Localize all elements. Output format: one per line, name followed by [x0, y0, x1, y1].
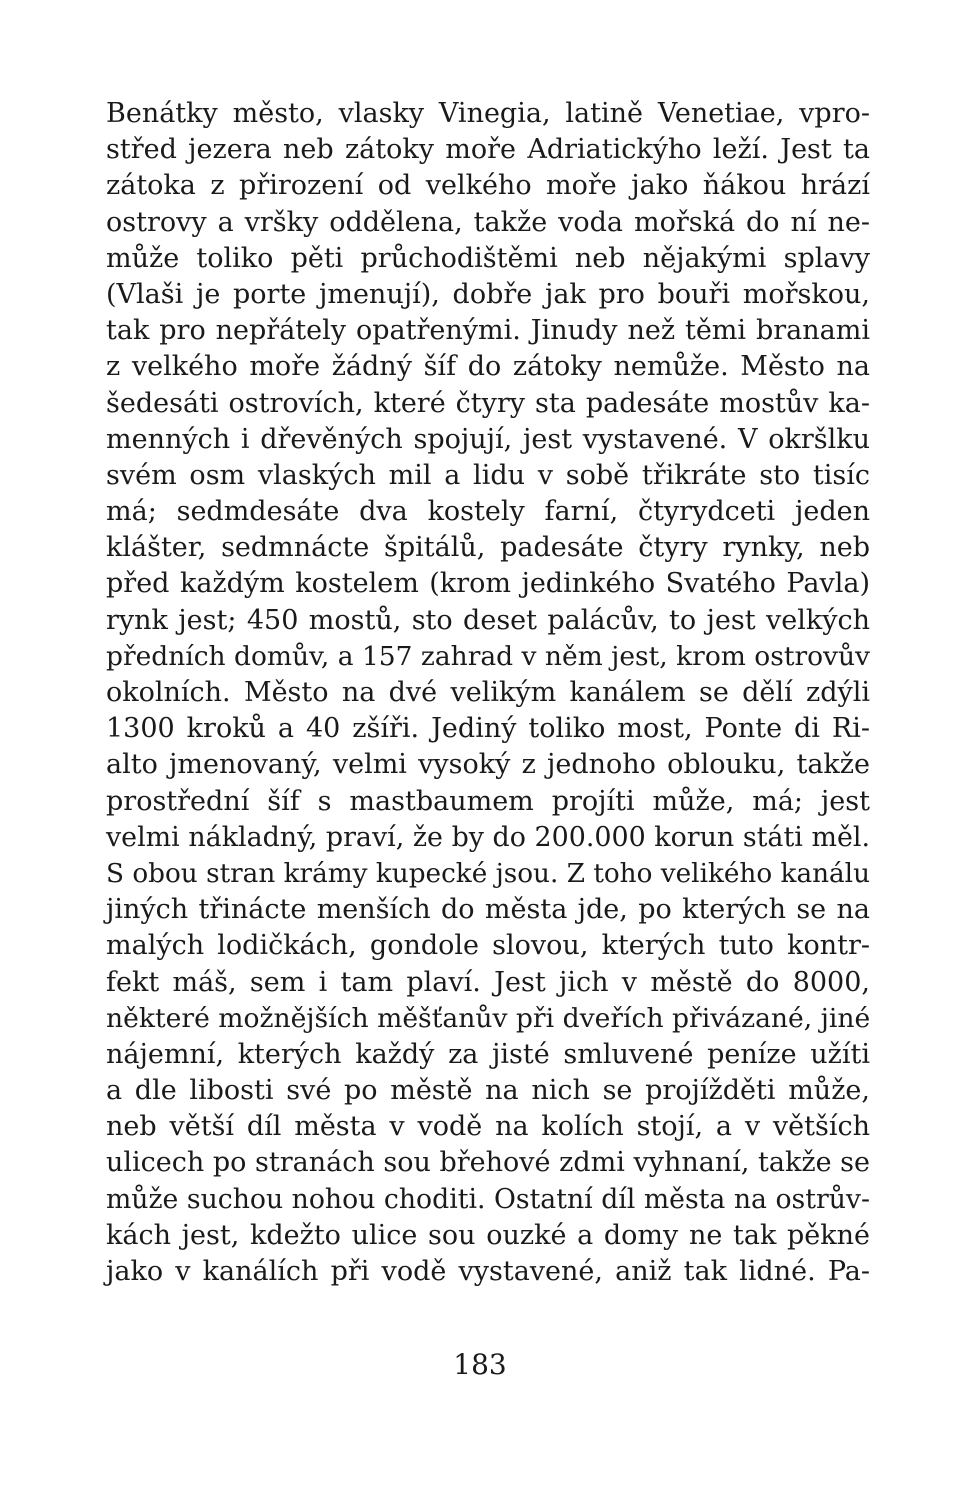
text-line: menných i dřevěných spojují, jest vystavené. V okršlku: [106, 423, 870, 455]
text-line: rynk jest; 450 mostů, sto deset palácův, to jest velkých: [106, 604, 870, 636]
text-line: 1300 kroků a 40 zšíři. Jediný toliko most, Ponte di Ri-: [106, 713, 870, 745]
body-text: [106, 96, 870, 1290]
text-line: může toliko pěti průchodištěmi neb nějakými splavy: [106, 242, 870, 274]
text-line: může suchou nohou choditi. Ostatní díl města na ostrův-: [106, 1183, 870, 1215]
text-line: jiných třinácte menších do města jde, po kterých se na: [106, 894, 870, 926]
text-line: malých lodičkách, gondole slovou, kterých tuto kontr-: [106, 930, 870, 962]
text-line: některé možnějších měšťanův při dveřích přivázané, jiné: [106, 1002, 871, 1034]
text-line: tak pro nepřátely opatřenými. Jinudy než těmi branami: [106, 315, 870, 347]
text-line: okolních. Město na dvé velikým kanálem se dělí zdýli: [106, 677, 870, 708]
text-line: svém osm vlaských mil a lidu v sobě třikráte sto tisíc: [106, 459, 870, 491]
text-line: velmi nákladný, praví, že by do 200.000 korun státi měl.: [106, 821, 870, 853]
text-line: před každým kostelem (krom jedinkého Svatého Pavla): [106, 568, 870, 600]
text-line: ostrovy a vršky oddělena, takže voda mořská do ní ne-: [106, 206, 870, 238]
text-line: zátoka z přirození od velkého moře jako ňákou hrází: [106, 170, 870, 202]
text-line: fekt máš, sem i tam plaví. Jest jich v městě do 8000,: [106, 966, 870, 998]
text-line: alto jmenovaný, velmi vysoký z jednoho oblouku, takže: [106, 749, 870, 781]
text-line: (Vlaši je porte jmenují), dobře jak pro bouři mořskou,: [106, 278, 870, 310]
text-line: prostřední šíf s mastbaumem projíti může, má; jest: [106, 785, 870, 817]
text-line: střed jezera neb zátoky moře Adriatickýho leží. Jest ta: [106, 134, 870, 166]
text-line: S obou stran krámy kupecké jsou. Z toho velikého kanálu: [106, 858, 870, 889]
text-line: a dle libosti své po městě na nich se projížděti může,: [106, 1075, 870, 1107]
text-line: předních domův, a 157 zahrad v něm jest, krom ostrovův: [106, 640, 870, 672]
text-line: neb větší díl města v vodě na kolích stojí, a v větších: [106, 1111, 870, 1143]
text-line: Benátky město, vlasky Vinegia, latině Venetiae, vpro-: [106, 98, 870, 129]
text-line: klášter, sedmnácte špitálů, padesáte čtyry rynky, neb: [106, 532, 870, 564]
text-line: šedesáti ostrovích, které čtyry sta padesáte mostův ka-: [106, 387, 870, 419]
text-line: jako v kanálích při vodě vystavené, aniž tak lidné. Pa-: [106, 1256, 870, 1287]
page-number: 183: [453, 1348, 507, 1381]
text-line: má; sedmdesáte dva kostely farní, čtyrydceti jeden: [106, 496, 870, 528]
text-line: kách jest, kdežto ulice sou ouzké a domy ne tak pěkné: [106, 1219, 870, 1251]
text-line: z velkého moře žádný šíf do zátoky nemůže. Město na: [106, 351, 870, 383]
text-line: ulicech po stranách sou břehové zdmi vyhnaní, takže se: [106, 1147, 870, 1179]
text-line: nájemní, kterých každý za jisté smluvené peníze užíti: [106, 1038, 870, 1070]
